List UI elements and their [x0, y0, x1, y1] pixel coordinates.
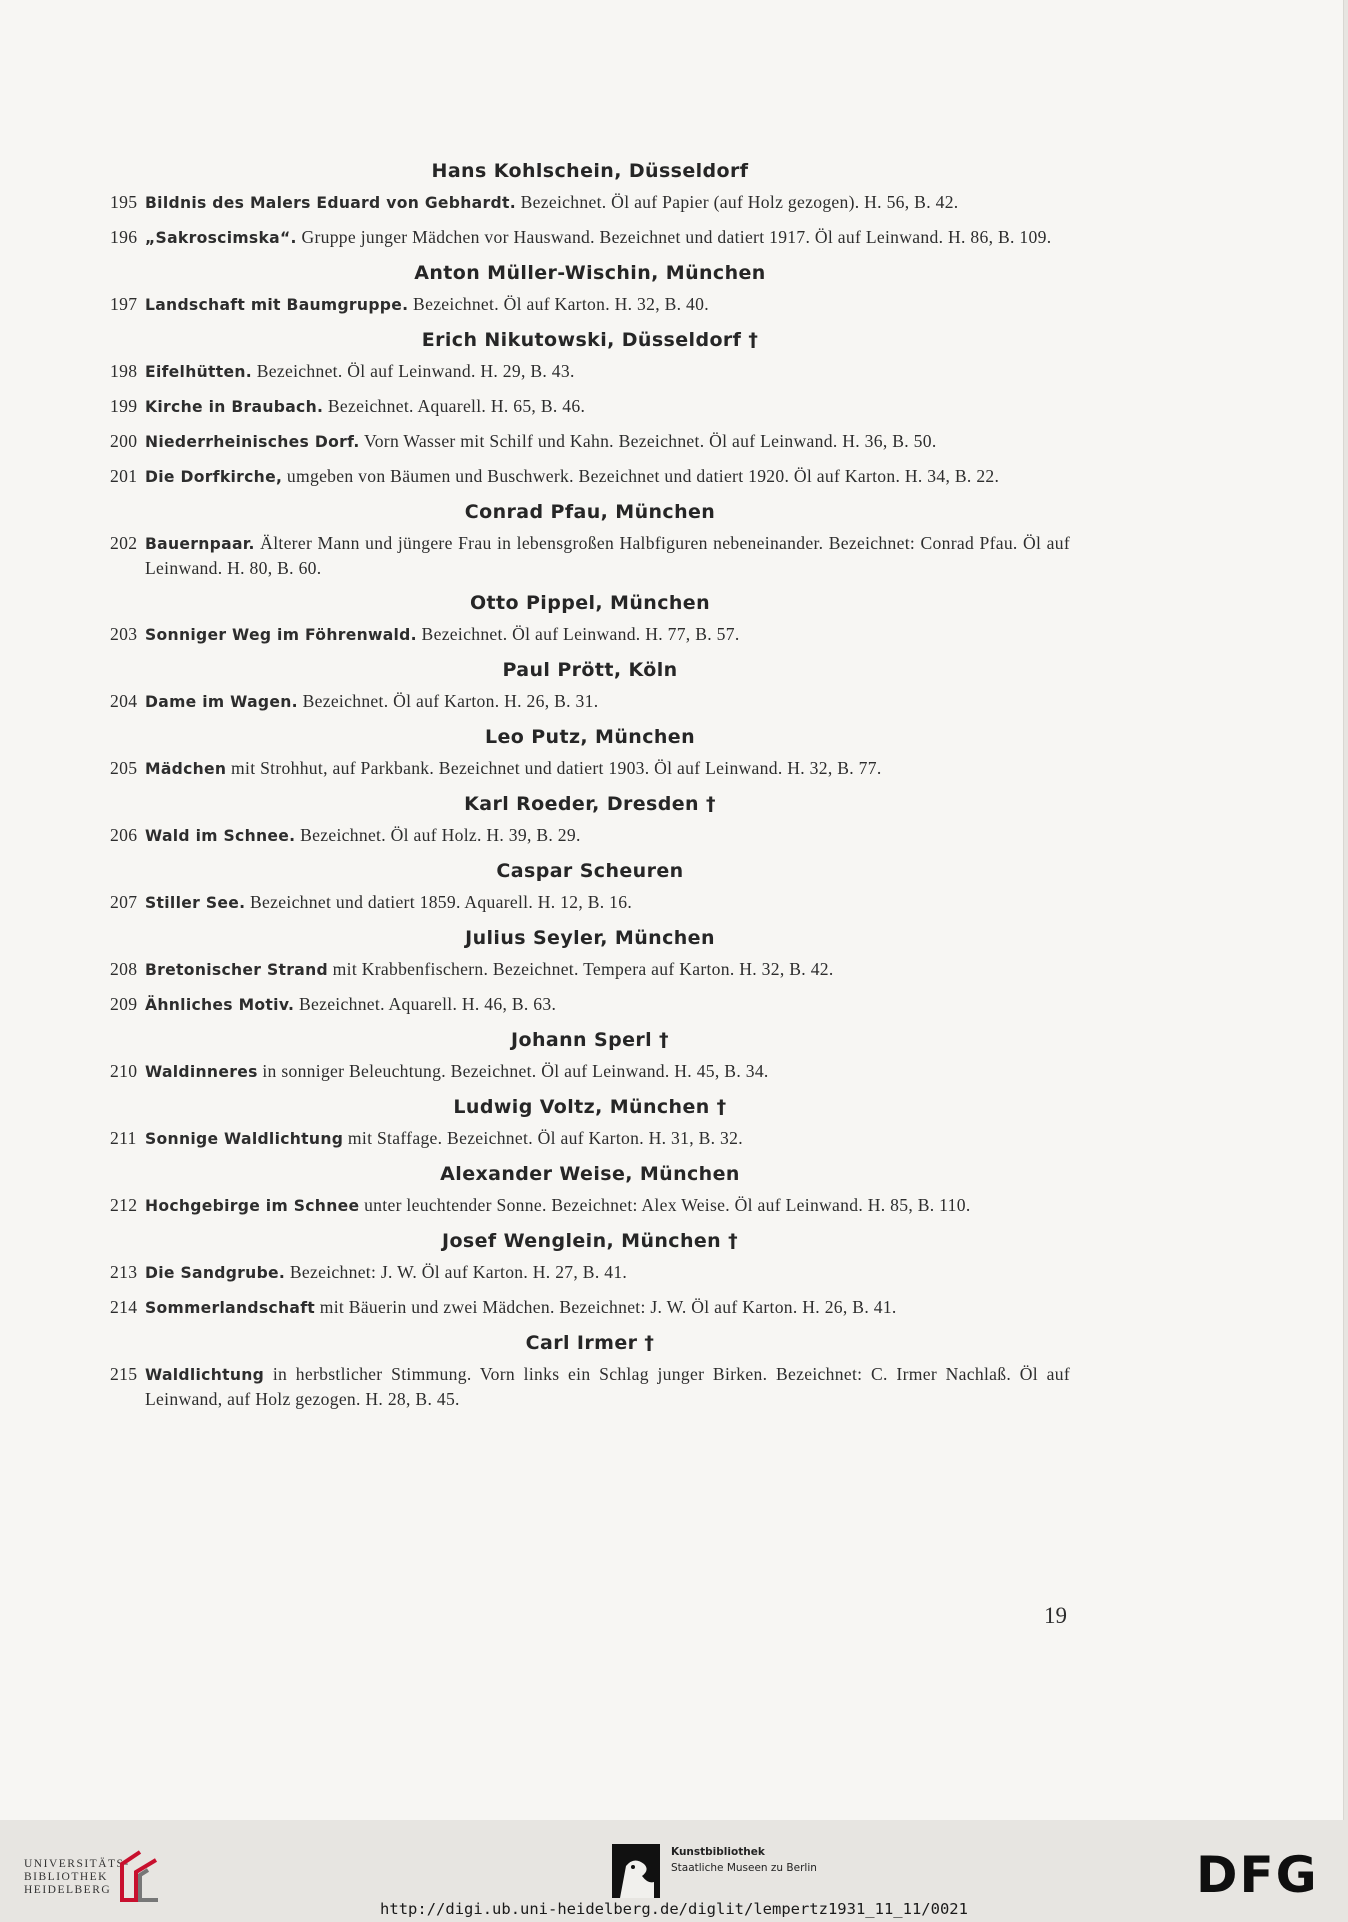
work-title: Hochgebirge im Schnee — [145, 1197, 360, 1215]
work-title: Ähnliches Motiv. — [145, 996, 295, 1014]
catalog-entry — [110, 464, 1070, 489]
kunstbibliothek-label[interactable] — [671, 1844, 817, 1876]
heidelberg-logo-icon[interactable] — [116, 1848, 164, 1904]
work-title: Sommerlandschaft — [145, 1299, 316, 1317]
artist-section — [110, 657, 1070, 714]
artist-section — [110, 724, 1070, 781]
catalog-entry — [110, 531, 1070, 580]
artist-section — [110, 499, 1070, 580]
lot-number: 215 — [110, 1364, 138, 1384]
catalog-entry — [110, 359, 1070, 384]
university-line: HEIDELBERG — [24, 1884, 112, 1896]
artist-heading: Hans Kohlschein, Düsseldorf — [431, 160, 749, 182]
kunstbibliothek-logo-icon[interactable] — [612, 1844, 660, 1898]
work-title: Sonniger Weg im Föhrenwald. — [145, 626, 417, 644]
work-description: in herbstlicher Stimmung. Vorn links ein Schlag junger Birken. Bezeichnet: C. Irmer Nachlaß. Öl auf Leinwand, auf Holz gezogen. H. 28, B. 45. — [145, 1364, 1070, 1409]
artist-section — [110, 590, 1070, 647]
catalog-entry — [110, 190, 1070, 215]
university-library-name[interactable] — [24, 1858, 130, 1897]
lot-number: 200 — [110, 431, 138, 451]
catalog-entry — [110, 622, 1070, 647]
catalog-listing — [110, 158, 1070, 1421]
work-description: Bezeichnet und datiert 1859. Aquarell. H. 12, B. 16. — [245, 892, 633, 912]
catalog-entry — [110, 689, 1070, 714]
work-title: Waldinneres — [145, 1063, 258, 1081]
work-title: Die Dorfkirche, — [145, 468, 283, 486]
artist-heading: Caspar Scheuren — [496, 860, 684, 882]
artist-heading: Johann Sperl † — [511, 1029, 669, 1051]
lot-number: 196 — [110, 227, 138, 247]
catalog-entry — [110, 890, 1070, 915]
lot-number: 203 — [110, 624, 138, 644]
artist-section — [110, 158, 1070, 250]
artist-section — [110, 260, 1070, 317]
work-title: Die Sandgrube. — [145, 1264, 286, 1282]
catalog-entry — [110, 823, 1070, 848]
lot-number: 206 — [110, 825, 138, 845]
artist-section — [110, 327, 1070, 489]
lot-number: 202 — [110, 533, 138, 553]
work-title: Landschaft mit Baumgruppe. — [145, 296, 409, 314]
lot-number: 211 — [110, 1128, 137, 1148]
lot-number: 212 — [110, 1195, 138, 1215]
lot-number: 208 — [110, 959, 138, 979]
work-title: Waldlichtung — [145, 1366, 265, 1384]
lot-number: 210 — [110, 1061, 138, 1081]
work-description: mit Bäuerin und zwei Mädchen. Bezeichnet: J. W. Öl auf Karton. H. 26, B. 41. — [315, 1297, 897, 1317]
page-number: 19 — [1044, 1603, 1067, 1628]
work-title: Dame im Wagen. — [145, 693, 298, 711]
work-description: mit Staffage. Bezeichnet. Öl auf Karton. H. 31, B. 32. — [343, 1128, 743, 1148]
work-title: Mädchen — [145, 760, 227, 778]
work-description: Bezeichnet. Öl auf Karton. H. 32, B. 40. — [408, 294, 709, 314]
artist-heading: Alexander Weise, München — [440, 1163, 740, 1185]
artist-heading: Karl Roeder, Dresden † — [464, 793, 716, 815]
artist-heading: Carl Irmer † — [525, 1332, 655, 1354]
kunstbibliothek-name: Kunstbibliothek — [671, 1846, 765, 1858]
viewer-footer — [0, 1820, 1348, 1922]
work-description: Bezeichnet. Öl auf Leinwand. H. 29, B. 43. — [252, 361, 575, 381]
work-title: Sonnige Waldlichtung — [145, 1130, 344, 1148]
work-description: Bezeichnet. Öl auf Karton. H. 26, B. 31. — [297, 691, 599, 711]
work-description: mit Strohhut, auf Parkbank. Bezeichnet und datiert 1903. Öl auf Leinwand. H. 32, B. 77. — [226, 758, 882, 778]
lot-number: 198 — [110, 361, 138, 381]
artist-section — [110, 858, 1070, 915]
work-description: mit Krabbenfischern. Bezeichnet. Tempera auf Karton. H. 32, B. 42. — [327, 959, 834, 979]
catalog-entry — [110, 992, 1070, 1017]
catalog-entry — [110, 957, 1070, 982]
artist-section — [110, 1094, 1070, 1151]
lot-number: 207 — [110, 892, 138, 912]
artist-section — [110, 925, 1070, 1017]
work-description: Gruppe junger Mädchen vor Hauswand. Bezeichnet und datiert 1917. Öl auf Leinwand. H. 86, B. 109. — [296, 227, 1052, 247]
university-line: BIBLIOTHEK — [24, 1871, 108, 1883]
work-title: Stiller See. — [145, 894, 246, 912]
catalog-entry — [110, 756, 1070, 781]
catalog-entry — [110, 429, 1070, 454]
work-description: unter leuchtender Sonne. Bezeichnet: Alex Weise. Öl auf Leinwand. H. 85, B. 110. — [359, 1195, 971, 1215]
catalog-entry — [110, 225, 1070, 250]
work-title: Bretonischer Strand — [145, 961, 328, 979]
work-description: Bezeichnet: J. W. Öl auf Karton. H. 27, B. 41. — [285, 1262, 628, 1282]
lot-number: 201 — [110, 466, 138, 486]
lot-number: 209 — [110, 994, 138, 1014]
catalog-entry — [110, 1193, 1070, 1218]
work-title: Eifelhütten. — [145, 363, 253, 381]
catalog-entry — [110, 1059, 1070, 1084]
artist-section — [110, 1027, 1070, 1084]
artist-heading: Josef Wenglein, München † — [441, 1230, 739, 1252]
artist-heading: Erich Nikutowski, Düsseldorf † — [421, 329, 759, 351]
permalink-url[interactable]: http://digi.ub.uni-heidelberg.de/diglit/lempertz1931_11_11/0021 — [380, 1900, 968, 1918]
lot-number: 199 — [110, 396, 138, 416]
work-title: Niederrheinisches Dorf. — [145, 433, 360, 451]
artist-section — [110, 1330, 1070, 1411]
work-title: Bauernpaar. — [145, 535, 255, 553]
lot-number: 214 — [110, 1297, 138, 1317]
catalog-entry — [110, 1362, 1070, 1411]
work-description: Bezeichnet. Öl auf Holz. H. 39, B. 29. — [295, 825, 581, 845]
lot-number: 204 — [110, 691, 138, 711]
work-description: Bezeichnet. Öl auf Leinwand. H. 77, B. 57. — [416, 624, 740, 644]
catalog-entry — [110, 292, 1070, 317]
work-title: Kirche in Braubach. — [145, 398, 324, 416]
lot-number: 197 — [110, 294, 138, 314]
work-description: Älterer Mann und jüngere Frau in lebensgroßen Halbfiguren nebeneinander. Bezeichnet: Conrad Pfau. Öl auf Leinwand. H. 80, B. 60. — [145, 533, 1070, 578]
artist-heading: Otto Pippel, München — [469, 592, 711, 614]
artist-section — [110, 1228, 1070, 1320]
catalog-entry — [110, 1295, 1070, 1320]
work-title: Bildnis des Malers Eduard von Gebhardt. — [145, 194, 516, 212]
university-line: UNIVERSITÄTS- — [24, 1858, 130, 1870]
work-title: „Sakroscimska“. — [145, 229, 297, 247]
dfg-logo[interactable]: DFG — [1196, 1846, 1319, 1904]
catalog-entry — [110, 1126, 1070, 1151]
kunstbibliothek-sub: Staatliche Museen zu Berlin — [671, 1862, 817, 1874]
work-title: Wald im Schnee. — [145, 827, 296, 845]
lot-number: 195 — [110, 192, 138, 212]
catalog-entry — [110, 394, 1070, 419]
lot-number: 205 — [110, 758, 138, 778]
work-description: in sonniger Beleuchtung. Bezeichnet. Öl auf Leinwand. H. 45, B. 34. — [257, 1061, 769, 1081]
artist-heading: Leo Putz, München — [484, 726, 696, 748]
artist-heading: Conrad Pfau, München — [464, 501, 716, 523]
artist-heading: Paul Prött, Köln — [502, 659, 678, 681]
work-description: umgeben von Bäumen und Buschwerk. Bezeichnet und datiert 1920. Öl auf Karton. H. 34, B. 22. — [282, 466, 1000, 486]
catalog-entry — [110, 1260, 1070, 1285]
work-description: Vorn Wasser mit Schilf und Kahn. Bezeichnet. Öl auf Leinwand. H. 36, B. 50. — [359, 431, 937, 451]
artist-section — [110, 1161, 1070, 1218]
work-description: Bezeichnet. Öl auf Papier (auf Holz gezogen). H. 56, B. 42. — [515, 192, 959, 212]
artist-section — [110, 791, 1070, 848]
lot-number: 213 — [110, 1262, 138, 1282]
artist-heading: Ludwig Voltz, München † — [453, 1096, 727, 1118]
artist-heading: Anton Müller-Wischin, München — [414, 262, 766, 284]
work-description: Bezeichnet. Aquarell. H. 65, B. 46. — [323, 396, 586, 416]
artist-heading: Julius Seyler, München — [465, 927, 715, 949]
work-description: Bezeichnet. Aquarell. H. 46, B. 63. — [294, 994, 557, 1014]
